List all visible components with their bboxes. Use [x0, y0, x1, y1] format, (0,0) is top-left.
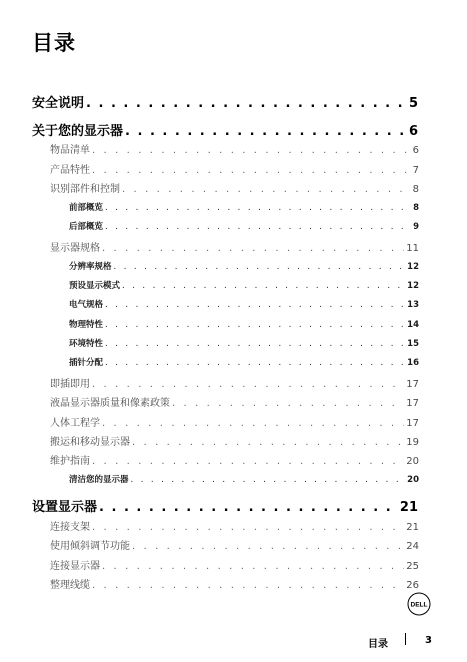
toc-entry-page: 20 [406, 456, 419, 467]
dot-leader [122, 184, 411, 195]
toc-entry[interactable] [50, 518, 419, 533]
toc-entry-label: 即插即用 [50, 379, 90, 390]
dot-leader [132, 541, 404, 552]
toc-entry[interactable] [50, 537, 419, 552]
dot-leader [86, 96, 407, 111]
dot-leader [105, 203, 411, 213]
toc-entry-label: 连接显示器 [50, 561, 100, 572]
dot-leader [105, 358, 405, 368]
toc-entry-page: 8 [412, 184, 419, 195]
toc-entry-label: 产品特性 [50, 165, 90, 176]
toc-entry-label: 显示器规格 [50, 243, 100, 254]
toc-entry-page: 9 [413, 222, 419, 232]
toc-entry-label: 电气规格 [69, 300, 104, 310]
footer-separator [405, 633, 406, 645]
toc-entry[interactable] [32, 92, 418, 111]
dot-leader [102, 243, 404, 254]
toc-entry-label: 整理线缆 [50, 580, 90, 591]
page-title: 目录 [32, 31, 76, 55]
toc-entry-label: 识别部件和控制 [50, 184, 120, 195]
dot-leader [92, 456, 404, 467]
toc-entry-page: 17 [406, 398, 419, 409]
dot-leader [92, 580, 404, 591]
toc-entry-label: 前部概览 [69, 203, 104, 213]
toc-entry-label: 人体工程学 [50, 418, 100, 429]
toc-entry-page: 5 [408, 96, 418, 111]
toc-entry[interactable] [50, 180, 419, 195]
toc-entry-page: 26 [406, 580, 419, 591]
toc-entry[interactable] [50, 239, 419, 254]
toc-entry-label: 清洁您的显示器 [69, 475, 129, 485]
toc-entry-label: 安全说明 [32, 96, 85, 111]
toc-entry[interactable] [69, 201, 419, 213]
toc-entry[interactable] [50, 433, 419, 448]
toc-entry[interactable] [69, 337, 419, 349]
toc-entry-label: 预设显示模式 [69, 281, 121, 291]
footer-page-number: 3 [425, 635, 432, 646]
dot-leader [125, 124, 407, 139]
dot-leader [92, 522, 404, 533]
toc-entry[interactable] [50, 161, 419, 176]
toc-entry[interactable] [50, 375, 419, 390]
toc-entry-page: 14 [407, 320, 419, 330]
toc-entry-page: 8 [413, 203, 419, 213]
dot-leader [92, 165, 411, 176]
toc-entry-page: 11 [406, 243, 419, 254]
toc-entry-label: 搬运和移动显示器 [50, 437, 130, 448]
toc-entry-page: 13 [407, 300, 419, 310]
dot-leader [92, 379, 404, 390]
dot-leader [105, 339, 405, 349]
toc-entry-label: 设置显示器 [32, 500, 98, 515]
toc-entry-page: 21 [406, 522, 419, 533]
toc-entry[interactable] [50, 141, 419, 156]
toc-entry[interactable] [50, 414, 419, 429]
dot-leader [102, 561, 404, 572]
toc-entry-label: 液晶显示器质量和像素政策 [50, 398, 170, 409]
toc-entry-page: 16 [407, 358, 419, 368]
toc-entry[interactable] [69, 473, 419, 485]
toc-entry-page: 25 [406, 561, 419, 572]
toc-entry-page: 20 [407, 475, 419, 485]
toc-entry[interactable] [50, 452, 419, 467]
toc-entry-page: 6 [408, 124, 418, 139]
toc-entry-page: 12 [407, 262, 419, 272]
dot-leader [92, 145, 411, 156]
toc-entry[interactable] [69, 356, 419, 368]
toc-entry[interactable] [69, 260, 419, 272]
toc-entry[interactable] [50, 576, 419, 591]
toc-entry-page: 7 [412, 165, 419, 176]
toc-entry[interactable] [50, 557, 419, 572]
dot-leader [99, 500, 398, 515]
toc-entry[interactable] [69, 298, 419, 310]
toc-entry-page: 6 [412, 145, 419, 156]
dot-leader [105, 222, 411, 232]
toc-entry[interactable] [32, 496, 418, 515]
toc-entry-page: 17 [406, 379, 419, 390]
toc-entry-page: 15 [407, 339, 419, 349]
dell-logo [407, 592, 431, 616]
toc-entry-page: 17 [406, 418, 419, 429]
toc-entry-label: 连接支架 [50, 522, 90, 533]
toc-entry[interactable] [69, 220, 419, 232]
footer-section-label: 目录 [368, 639, 388, 650]
toc-entry-label: 后部概览 [69, 222, 104, 232]
toc-entry[interactable] [32, 120, 418, 139]
toc-entry-label: 插针分配 [69, 358, 104, 368]
dot-leader [114, 262, 406, 272]
toc-entry-label: 分辨率规格 [69, 262, 112, 272]
toc-entry-label: 物理特性 [69, 320, 104, 330]
toc-entry-label: 环境特性 [69, 339, 104, 349]
toc-entry-page: 19 [406, 437, 419, 448]
toc-entry-page: 21 [399, 500, 418, 515]
dot-leader [122, 281, 405, 291]
toc-entry-page: 24 [406, 541, 419, 552]
dot-leader [172, 398, 404, 409]
toc-entry[interactable] [69, 279, 419, 291]
dot-leader [105, 300, 405, 310]
toc-entry-page: 12 [407, 281, 419, 291]
toc-entry[interactable] [50, 394, 419, 409]
toc-entry-label: 物品清单 [50, 145, 90, 156]
dot-leader [132, 437, 404, 448]
toc-entry-label: 使用倾斜调节功能 [50, 541, 130, 552]
dot-leader [131, 475, 406, 485]
dot-leader [102, 418, 404, 429]
dell-logo-text: DELL [410, 601, 428, 609]
dot-leader [105, 320, 405, 330]
toc-entry-label: 关于您的显示器 [32, 124, 124, 139]
toc-entry[interactable] [69, 318, 419, 330]
toc-entry-label: 维护指南 [50, 456, 90, 467]
